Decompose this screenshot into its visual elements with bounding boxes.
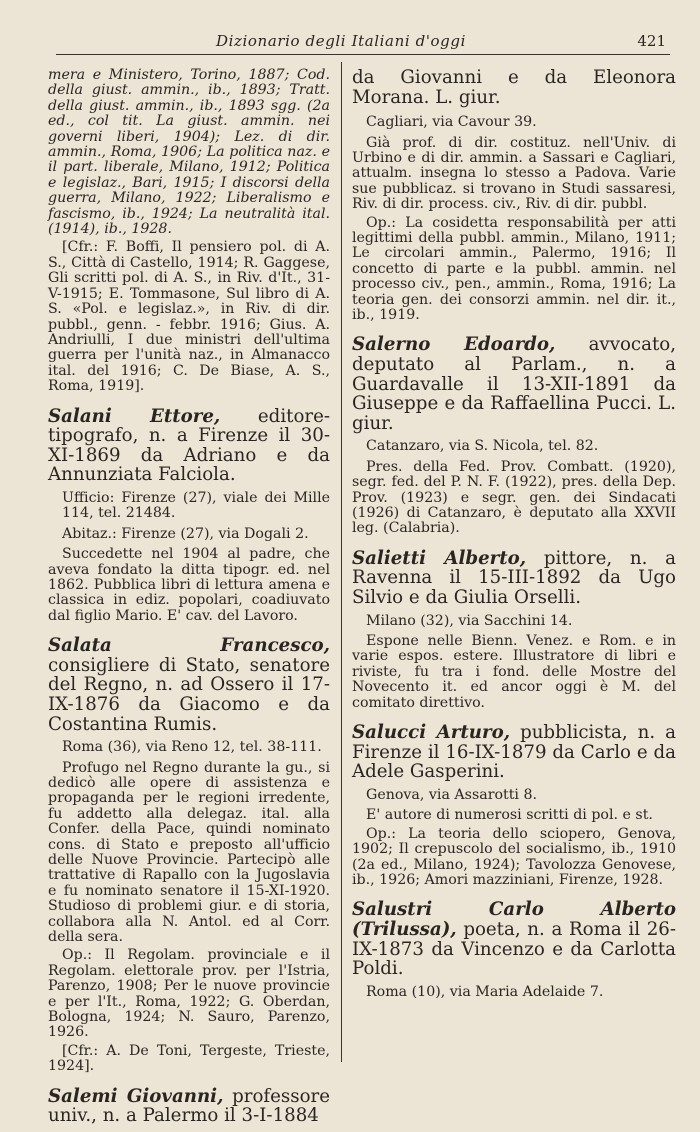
entry-description: pittore, n. a Ravenna il 15-III-1892 da Ugo Silvio e da Giulia Orselli. [352,547,676,609]
entry-name: Salemi Giovanni, [48,1085,224,1107]
entry-biography: Succedette nel 1904 al padre, che aveva fondato la ditta tipogr. ed. nel 1862. Pubblica libri di lettura amena e classica in ediz. popolari, coadiuvato dal figlio Mario. E' cav. del Lavoro. [48,546,330,624]
entry-salucci [352,723,676,888]
cfr-note: [Cfr.: F. Boffi, Il pensiero pol. di A. S., Città di Castello, 1914; R. Gaggese, Gli scritti pol. di A. S., in Riv. d'It., 31-V-1915; E. Tommasone, Sul libro di A. S. «Pol. e legislaz.», in Riv. di dir. pubbl., genn. - febbr. 1916; Gius. A. Andriulli, I due ministri dell'ultima guerra per l'unità naz., in Almanacco ital. del 1916; C. De Biase, A. S., Roma, 1919]. [48,239,330,395]
entry-name: Salani Ettore, [48,405,221,427]
continued-heading: da Giovanni e da Eleonora Morana. L. giur. [352,67,676,108]
running-title: Dizionario degli Italiani d'oggi [216,32,466,50]
entry-biography: Profugo nel Regno durante la gu., si dedicò alle opere di assistenza e propaganda per le regioni irredente, fu addetto alla delegaz. ital. alla Confer. della Pace, quindi nominato cons. di Stato e preposto all'ufficio delle Nuove Provincie. Partecipò alle trattative di Rapallo con la Jugoslavia e fu nominato senatore il 15-XI-1920. Studioso di problemi giur. e di storia, collabora alla N. Antol. ed al Corr. della sera. [48,759,330,945]
entry-salietti [352,549,676,711]
continued-text: mera e Ministero, Torino, 1887; Cod. della giust. ammin., ib., 1893; Tratt. della giust. ammin., ib., 1893 sgg. (2a ed., col tit. La giust. ammin. nei governi liberi, 1904); Lez. di dir. ammin., Roma, 1906; La politica naz. e il part. liberale, Milano, 1912; Politica e legislaz., Bari, 1915; I discorsi della guerra, Milano, 1922; Liberalismo e fascismo, ib., 1924; La neutralità ital. (1914), ib., 1928. [48,67,330,238]
entry-description: professore univ., n. a Palermo il 3-I-1884 [48,1085,331,1127]
entry-heading [352,335,676,433]
entry-address: Ufficio: Firenze (27), viale dei Mille 114, tel. 21484. [62,489,330,522]
entry-salani [48,407,330,625]
entry-heading [48,636,330,734]
entry-heading [352,549,676,608]
entry-heading [352,723,676,782]
entry-biography: Già prof. di dir. costituz. nell'Univ. di Urbino e di dir. ammin. a Sassari e Cagliari, attualm. insegna lo stesso a Padova. Varie sue pubblicaz. si trovano in Studi sassaresi, Riv. di dir. process. civ., Riv. di dir. pubbl. [352,134,676,213]
entry-address: Roma (10), via Maria Adelaide 7. [366,983,604,1000]
entry-name: Salata Francesco, [48,635,330,657]
entry-name: Salustri Carlo Alberto (Trilussa), [352,899,676,940]
entry-heading [48,1087,330,1126]
entry-salustri [352,900,676,1000]
entry-address: Milano (32), via Sacchini 14. [366,612,573,629]
entry-salata [48,636,330,1075]
entry-address-home: Abitaz.: Firenze (27), via Dogali 2. [62,525,309,542]
right-column [352,68,676,1005]
entry-biography: E' autore di numerosi scritti di pol. e st. [366,807,653,824]
entry-address: Catanzaro, via S. Nicola, tel. 82. [366,438,599,455]
running-head [56,30,670,55]
entry-name: Salucci Arturo, [352,722,511,744]
entry-description: poeta, n. a Roma il 26-IX-1873 da Vincenzo e da Carlotta Poldi. [352,918,676,980]
entry-address: Cagliari, via Cavour 39. [366,114,537,131]
entry-heading [352,900,676,978]
page-number: 421 [637,32,666,50]
entry-description: consigliere di Stato, senatore del Regno, n. ad Ossero il 17-IX-1876 da Giacomo e da Costantina Rumis. [48,654,330,735]
entry-description: editore-tipografo, n. a Firenze il 30-XI-1869 da Adriano e da Annunziata Falciola. [48,405,330,486]
entry-description: avvocato, deputato al Parlam., n. a Guardavalle il 13-XII-1891 da Giuseppe e da Raffaellina Pucci. L. giur. [352,334,676,434]
entry-name: Salerno Edoardo, [352,334,556,356]
entry-heading [48,407,330,485]
entry-biography: Espone nelle Bienn. Venez. e Rom. e in varie espos. estere. Illustratore di libri e riviste, fu tra i fond. delle Mostre del Novecento it. ed ancor oggi è M. del comitato direttivo. [352,633,676,711]
entry-address: Genova, via Assarotti 8. [366,786,537,803]
entry-works: Op.: La cosidetta responsabilità per atti legittimi della pubbl. ammin., Milano, 1911; Le circolari ammin., Palermo, 1916; Il concetto di parte e la pubbl. ammin. nel processo civ., pen., ammin., Roma, 1916; La teoria gen. dei consorzi ammin. nel dir. it., ib., 1919. [352,214,676,324]
entry-works: Op.: La teoria dello sciopero, Genova, 1902; Il crepuscolo del socialismo, ib., 1910 (2a ed., Milano, 1924); Tavolozza Genovese, ib., 1926; Amori mazziniani, Firenze, 1928. [352,825,676,888]
left-column [48,68,330,1132]
column-divider [341,62,342,1062]
entry-name: Salietti Alberto, [352,547,527,569]
entry-address: Roma (36), via Reno 12, tel. 38-111. [62,739,322,756]
cfr-note: [Cfr.: A. De Toni, Tergeste, Trieste, 1924]. [48,1042,330,1075]
entry-biography: Pres. della Fed. Prov. Combatt. (1920), segr. fed. del P. N. F. (1922), pres. della Dep. Prov. (1923) e segr. gen. dei Sindacati (1926) di Catanzaro, è deputato alla XXVII leg. (Calabria). [352,458,676,537]
entry-salerno [352,335,676,536]
entry-works: Op.: Il Regolam. provinciale e il Regolam. elettorale prov. per l'Istria, Parenzo, 1908; Per le nuove provincie e per l'It., Roma, 1922; G. Oberdan, Bologna, 1924; N. Sauro, Parenzo, 1926. [48,947,330,1041]
entry-salemi [48,1087,330,1126]
entry-description: pubblicista, n. a Firenze il 16-IX-1879 da Carlo e da Adele Gasperini. [352,722,676,783]
